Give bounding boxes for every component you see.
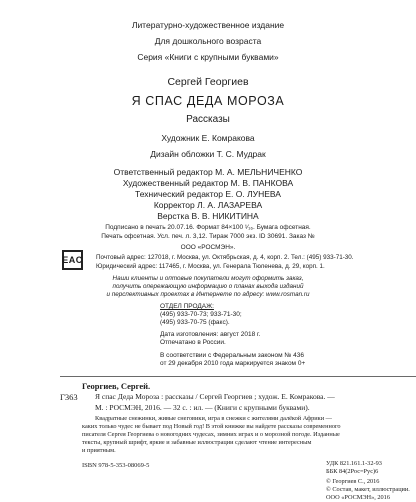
credit-proofreader: Корректор Л. А. ЛАЗАРЕВА <box>153 200 263 210</box>
udc: УДК 821.161.1-32-93 <box>326 460 382 467</box>
edition-type: Литературно-художественное издание <box>131 20 285 30</box>
sales-phone-2: (495) 933-70-75 (факс). <box>160 319 230 326</box>
contact-line-3: и перспективных проектах в Интернете по адресу: www.rosman.ru <box>106 291 310 298</box>
law-line-1: В соответствии с Федеральным законом № 436 <box>160 352 305 359</box>
catalog-abstract-1: Квадратные снежинки, живые снеговики, игра в снежки с жителями далёкой Африки — <box>95 415 332 422</box>
credit-artist: Художник Е. Комракова <box>161 133 255 143</box>
credit-tech-editor: Технический редактор Е. О. ЛУНЕВА <box>135 189 281 199</box>
bbk: ББК 84(2Рос=Рус)6 <box>326 468 379 475</box>
contact-line-1: Наши клиенты и оптовые покупатели могут оформить заказ, <box>112 275 304 282</box>
divider <box>60 376 416 377</box>
catalog-abstract-2: каких только чудес не бывает под Новый год! В этой книжке вы найдете рассказы современного <box>82 423 341 430</box>
publisher-name: ООО «РОСМЭН». <box>180 244 236 251</box>
print-line-2: Печать офсетная. Усл. печ. л. 3,12. Тираж 7000 экз. ID 30691. Заказ № <box>101 233 315 240</box>
credit-editor: Ответственный редактор М. А. МЕЛЬНИЧЕНКО <box>113 167 303 177</box>
sales-phone-1: (495) 933-70-73; 933-71-30; <box>160 311 242 318</box>
credit-art-editor: Художественный редактор М. В. ПАНКОВА <box>122 178 294 188</box>
book-subtitle: Рассказы <box>186 114 230 125</box>
book-author: Сергей Георгиев <box>167 76 249 88</box>
sales-heading: ОТДЕЛ ПРОДАЖ: <box>160 303 214 310</box>
book-title: Я СПАС ДЕДА МОРОЗА <box>131 94 285 108</box>
copyright-layout: © Состав, макет, иллюстрации. <box>326 486 410 493</box>
catalog-abstract-3: писателя Сергея Георгиева о новогодних чудесах, зимних играх и о морозной погоде. Изданные <box>82 431 340 438</box>
publisher-legal: Юридический адрес: 117465, г. Москва, ул. Генерала Тюленева, д. 29, корп. 1. <box>96 263 325 270</box>
credit-layout: Верстка В. В. НИКИТИНА <box>157 211 259 221</box>
catalog-abstract-4: тексты, крупный шрифт, яркие и забавные иллюстрации сделают чтение интересным <box>82 439 312 446</box>
credit-cover: Дизайн обложки Т. С. Мудрак <box>150 149 266 159</box>
copyright-author: © Георгиев С., 2016 <box>326 478 380 485</box>
isbn: ISBN 978-5-353-08069-5 <box>82 462 150 469</box>
contact-line-2: получить опережающую информацию о планах выхода изданий <box>112 283 304 290</box>
catalog-index: Г363 <box>60 392 78 402</box>
manufacture-country: Отпечатано в России. <box>160 339 226 346</box>
copyright-publisher: ООО «РОСМЭН», 2016 <box>326 494 390 501</box>
edition-audience: Для дошкольного возраста <box>154 36 262 46</box>
eac-mark: EAC <box>62 250 83 270</box>
publisher-postal: Почтовый адрес: 127018, г. Москва, ул. Октябрьская, д. 4, корп. 2. Тел.: (495) 933-71-30. <box>96 254 354 261</box>
print-line-1: Подписано в печать 20.07.16. Формат 84×100 ¹⁄₁₆. Бумага офсетная. <box>105 224 311 231</box>
law-line-2: от 29 декабря 2010 года маркируется знаком 0+ <box>160 360 306 367</box>
catalog-heading: Георгиев, Сергей. <box>82 381 151 391</box>
catalog-line-2: М. : РОСМЭН, 2016. — 32 с. : ил. — (Книги с крупными буквами). <box>95 403 310 412</box>
catalog-line-1: Я спас Деда Мороза : рассказы / Сергей Георгиев ; худож. Е. Комракова. — <box>95 392 335 401</box>
catalog-abstract-5: и приятным. <box>82 447 116 454</box>
edition-series: Серия «Книги с крупными буквами» <box>137 52 279 62</box>
manufacture-date: Дата изготовления: август 2018 г. <box>160 331 261 338</box>
